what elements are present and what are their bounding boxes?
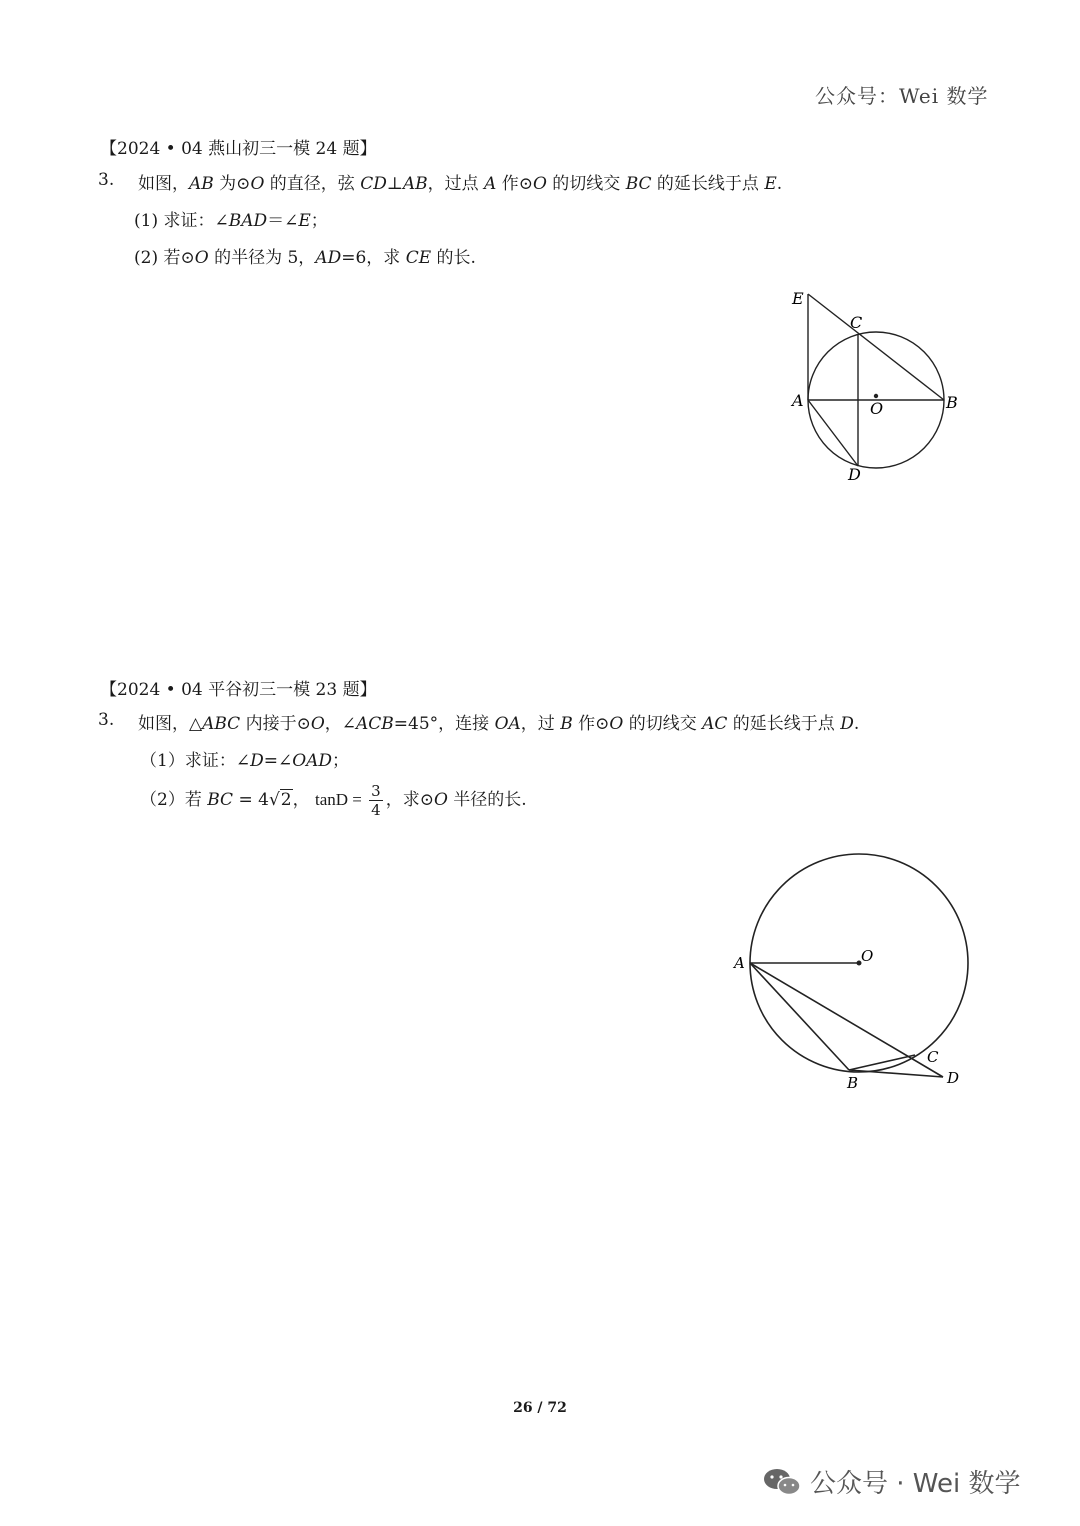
footer-brand bbox=[762, 1463, 1020, 1500]
page-number: 26 / 72 bbox=[513, 1400, 567, 1416]
problem2-question2: （2）若 BC = 4√2， tanD = $\frac{3}{4}$ ，求⊙O 半径的长. bbox=[140, 782, 527, 819]
label-c: C bbox=[850, 313, 863, 332]
label-o: O bbox=[861, 947, 874, 965]
problem2-figure bbox=[725, 840, 985, 1100]
problem1-question1: (1) 求证：∠BAD＝∠E； bbox=[134, 211, 328, 231]
label-a: A bbox=[792, 391, 804, 410]
problem1-question2: (2) 若⊙O 的半径为 5，AD=6，求 CE 的长. bbox=[134, 248, 476, 268]
header-text: 公众号：Wei 数学 bbox=[815, 84, 989, 108]
label-b: B bbox=[946, 393, 958, 412]
problem2-number: 3. bbox=[98, 710, 115, 730]
label-b: B bbox=[847, 1074, 859, 1092]
label-a: A bbox=[734, 954, 745, 972]
segment-ad bbox=[750, 963, 943, 1077]
label-e: E bbox=[792, 289, 804, 308]
label-d: D bbox=[947, 1069, 960, 1087]
sqrt-expression: √2 bbox=[268, 790, 292, 810]
problem1-number: 3. bbox=[98, 170, 115, 190]
segment-bd bbox=[849, 1070, 943, 1077]
problem1-stem: 如图，AB 为⊙O 的直径，弦 CD⊥AB，过点 A 作⊙O 的切线交 BC 的延长线于点 E. bbox=[138, 174, 783, 194]
label-d: D bbox=[848, 465, 861, 484]
label-c: C bbox=[927, 1048, 939, 1066]
fraction-3-4: $\frac{3}{4}$ bbox=[371, 782, 381, 819]
footer-brand-text: 公众号 · Wei 数学 bbox=[810, 1469, 1021, 1499]
segment-ad bbox=[808, 400, 858, 466]
problem1-figure bbox=[770, 280, 990, 490]
point-o bbox=[874, 394, 878, 398]
problem2-stem: 如图，△ABC 内接于⊙O，∠ACB=45°，连接 OA，过 B 作⊙O 的切线交 AC 的延长线于点 D. bbox=[138, 714, 860, 734]
problem2-question1: （1）求证：∠D=∠OAD； bbox=[140, 751, 350, 771]
segment-eb bbox=[808, 294, 944, 400]
problem1-source: 【2024 • 04 燕山初三一模 24 题】 bbox=[100, 139, 377, 159]
wechat-icon bbox=[762, 1466, 802, 1498]
label-o: O bbox=[870, 399, 884, 418]
problem2-source: 【2024 • 04 平谷初三一模 23 题】 bbox=[100, 680, 377, 700]
